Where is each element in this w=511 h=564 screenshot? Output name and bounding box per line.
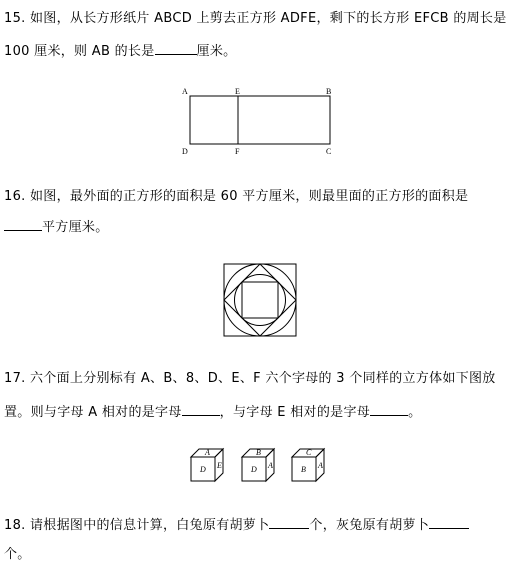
q18-text-a: 18. 请根据图中的信息计算，白兔原有胡萝卜	[4, 518, 270, 533]
label-e: E	[235, 87, 240, 96]
q15-line2	[4, 40, 236, 59]
q17-text-a: 置。则与字母 A 相对的是字母	[4, 405, 182, 420]
q17-line1: 17. 六个面上分别标有 A、B、8、D、E、F 六个字母的 3 个同样的立方体如下图放	[4, 371, 496, 386]
q17-answer-blank-1[interactable]	[182, 403, 220, 416]
cube-2	[241, 448, 275, 482]
q17-line2	[4, 401, 421, 420]
inner-square	[242, 282, 278, 318]
q18-answer-blank-1[interactable]	[269, 516, 309, 529]
q17-text-b: ，与字母 E 相对的是字母	[219, 405, 371, 420]
q15-line1: 15. 如图，从长方形纸片 ABCD 上剪去正方形 ADFE，剩下的长方形 EFCB 的周长是	[4, 11, 507, 26]
q16-text-post: 平方厘米。	[42, 220, 109, 235]
cube-3-side-letter: A	[318, 461, 323, 470]
cube-2-front-letter: D	[251, 465, 257, 474]
cube-3-front-letter: B	[301, 465, 306, 474]
cube-2-top-letter: B	[256, 448, 261, 457]
rectangle-abcd	[190, 96, 330, 144]
cube-1-top-letter: A	[205, 448, 210, 457]
q18-text-b: 个，灰兔原有胡萝卜	[309, 518, 430, 533]
cube-3	[291, 448, 325, 482]
q15-text-post: 厘米。	[196, 44, 237, 59]
q15-answer-blank[interactable]	[155, 42, 197, 55]
q18-line1	[4, 514, 469, 533]
label-d: D	[182, 147, 188, 156]
q15-text-pre: 100 厘米，则 AB 的长是	[4, 44, 155, 59]
cube-1-side-letter: E	[217, 461, 222, 470]
q18-line2: 个。	[4, 547, 31, 562]
label-c: C	[326, 147, 332, 156]
label-b: B	[326, 87, 332, 96]
cube-1	[190, 448, 224, 482]
cube-3-top-letter: C	[306, 448, 312, 457]
q16-answer-blank[interactable]	[4, 218, 42, 231]
q16-nested-squares-figure	[223, 263, 297, 337]
q17-text-c: 。	[408, 405, 422, 420]
q15-rectangle-figure	[180, 84, 340, 158]
cube-1-front-letter: D	[200, 465, 206, 474]
q16-line1: 16. 如图，最外面的正方形的面积是 60 平方厘米，则最里面的正方形的面积是	[4, 189, 469, 204]
q18-answer-blank-2[interactable]	[429, 516, 469, 529]
cube-2-side-letter: A	[268, 461, 273, 470]
label-f: F	[235, 147, 240, 156]
label-a: A	[182, 87, 188, 96]
q16-line2	[4, 216, 109, 235]
q17-answer-blank-2[interactable]	[370, 403, 408, 416]
